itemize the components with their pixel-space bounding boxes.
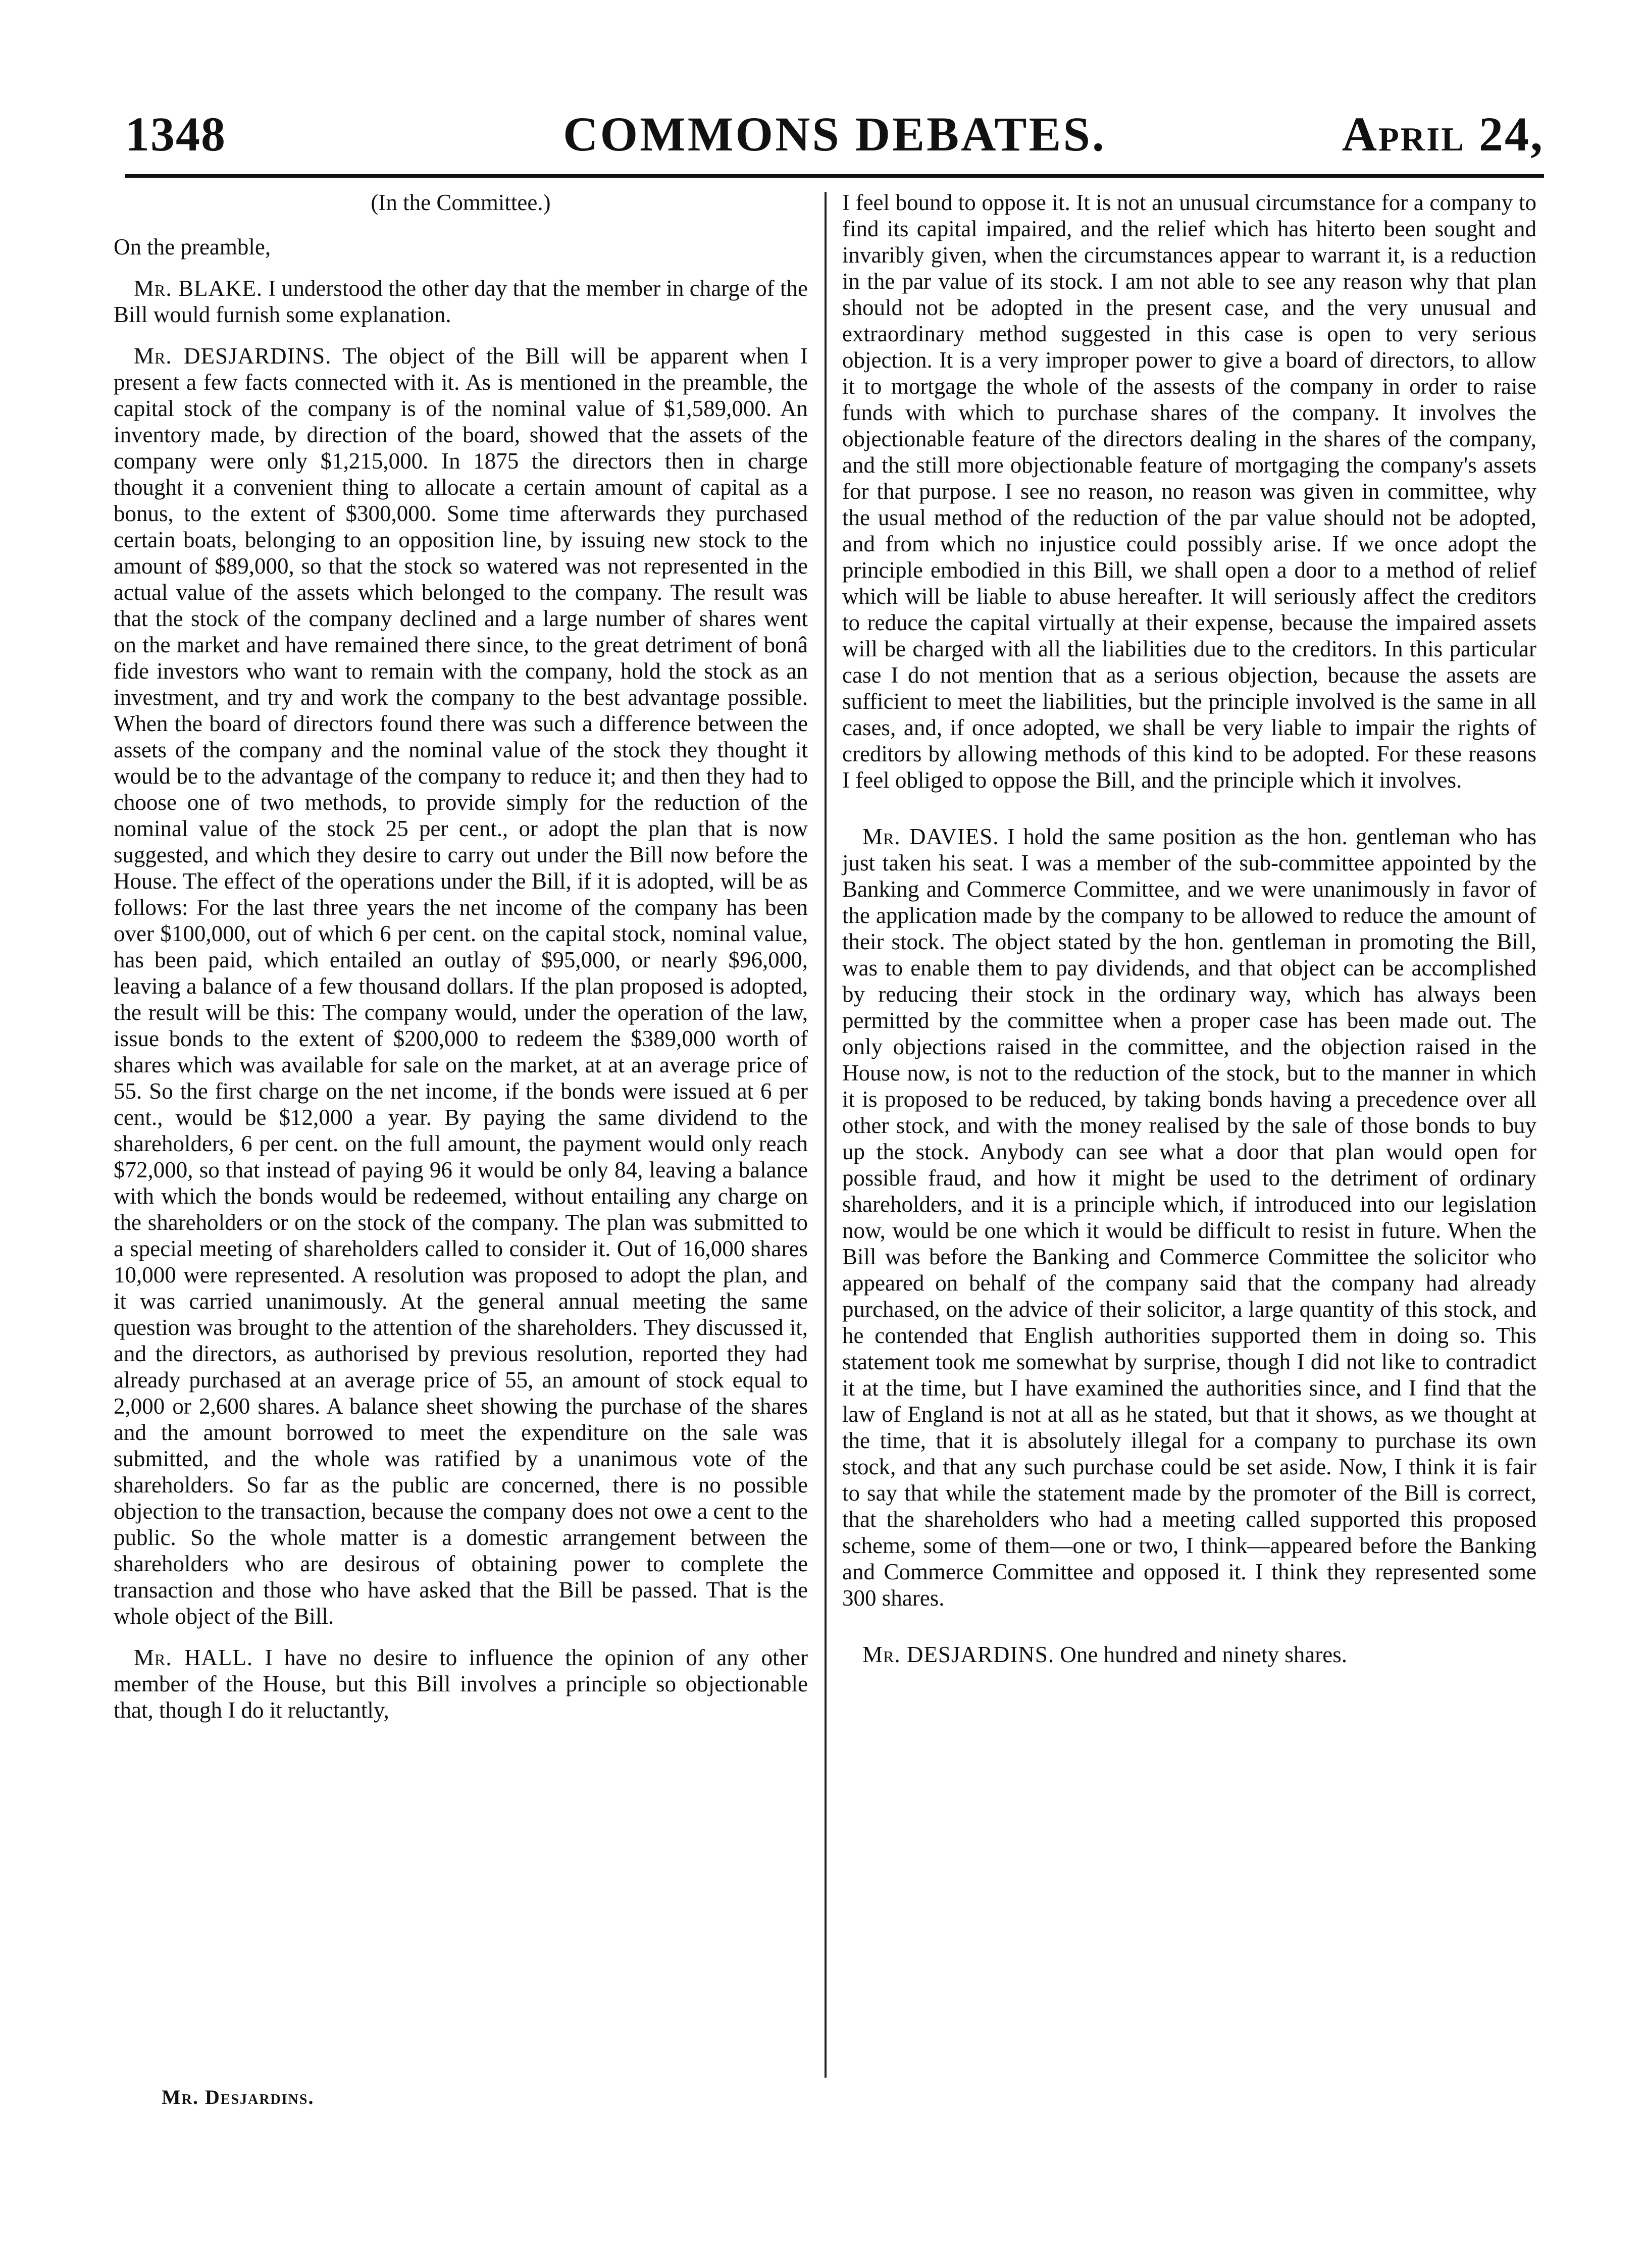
left-column [114, 189, 808, 1738]
header-rule [125, 174, 1544, 178]
catchword: Mr. Desjardins. [162, 2086, 315, 2108]
speaker-name: Mr. DAVIES. [862, 824, 999, 849]
header-date: April 24, [1342, 107, 1544, 161]
committee-note: (In the Committee.) [371, 190, 551, 215]
speech-davies [842, 823, 1536, 1611]
speech-hall-continued: I feel bound to oppose it. It is not an unusual circumstance for a company to find its capital impaired, and the relief which has hiterto been sought and invaribly given, when the circumstances appear to warrant it, is a reduction in the par value of its stock. I am not able to see any reason why that plan should not be adopted in the present case, and the very unusual and extraordinary method suggested in this case is open to very serious objection. It is a very improper power to give a board of directors, to allow it to mortgage the whole of the assests of the company in order to raise funds with which to purchase shares of the company. It involves the objectionable feature of the directors dealing in the shares of the company, and the still more objectionable feature of mortgaging the company's assets for that purpose. I see no reason, no reason was given in committee, why the usual method of the reduction of the par value should not be adopted, and from which no injustice could possibly arise. If we once adopt the principle embodied in this Bill, we shall open a door to a method of relief which will be liable to abuse hereafter. It will seriously affect the creditors to reduce the capital virtually at their expense, because the impaired assets will be charged with all the liabilities due to the creditors. In this particular case I do not mention that as a serious objection, because the assets are sufficient to meet the liabilities, but the principle involved is the same in all cases, and, if once adopted, we shall be very liable to impair the rights of creditors by allowing methods of this kind to be adopted. For these reasons I feel obliged to oppose the Bill, and the principle which it involves. [842, 190, 1536, 793]
speech-hall [114, 1644, 808, 1723]
page-header [125, 106, 1544, 172]
speech-text: One hundred and ninety shares. [1060, 1642, 1347, 1667]
running-title: COMMONS DEBATES. [563, 107, 1106, 161]
speech-text: I understood the other day that the member in charge of the Bill would furnish some explanation. [114, 276, 808, 327]
speech-desjardins [114, 343, 808, 1629]
speaker-name: Mr. BLAKE. [134, 276, 263, 301]
speech-text: I have no desire to influence the opinion of any other member of the House, but this Bill involves a principle so objectionable that, though I do it reluctantly, [114, 1645, 808, 1723]
page-number: 1348 [125, 107, 226, 161]
speech-blake [114, 275, 808, 328]
speaker-name: Mr. HALL. [134, 1645, 253, 1670]
speech-desjardins-reply [842, 1641, 1536, 1668]
preamble-line: On the preamble, [114, 234, 271, 260]
speech-text: I hold the same position as the hon. gentleman who has just taken his seat. I was a member of the sub-committee appointed by the Banking and Commerce Committee, and we were unanimously in favor of the application made by the company to be allowed to reduce the amount of their stock. The object stated by the hon. gentleman in promoting the Bill, was to enable them to pay dividends, and that object can be accomplished by reducing their stock in the ordinary way, which has always been permitted by the committee when a proper case has been made out. The only objections raised in the committee, and the objection raised in the House now, is not to the reduction of the stock, but to the manner in which it is proposed to be reduced, by taking bonds having a precedence over all other stock, and with the money realised by the sale of those bonds to buy up the stock. Anybody can see what a door that plan would open for possible fraud, and how it might be used to the detriment of ordinary shareholders, and it is a principle which, if introduced into our legislation now, would be one which it would be difficult to resist in future. When the Bill was before the Banking and Commerce Committee the solicitor who appeared on behalf of the company said that the company had already purchased, on the advice of their solicitor, a large quantity of this stock, and he contended that English authorities supported them in doing so. This statement took me somewhat by surprise, though I did not like to contradict it at the time, but I have examined the authorities since, and I find that the law of England is not at all as he stated, but that it shows, as we thought at the time, that it is absolutely illegal for a company to purchase its own stock, and that any such purchase could be set aside. Now, I think it is fair to say that while the statement made by the promoter of the Bill is correct, that the shareholders who had a meeting called supported this proposed scheme, some of them—one or two, I think—appeared before the Banking and Commerce Committee and opposed it. I think they represented some 300 shares. [842, 824, 1536, 1611]
column-divider [825, 192, 827, 2078]
speaker-name: Mr. DESJARDINS. [134, 343, 332, 369]
speech-text: The object of the Bill will be apparent when I present a few facts connected with it. As is mentioned in the preamble, the capital stock of the company is of the nominal value of $1,589,000. An inventory made, by direction of the board, showed that the assets of the company were only $1,215,000. In 1875 the directors then in charge thought it a convenient thing to allocate a certain amount of capital as a bonus, to the extent of $300,000. Some time afterwards they purchased certain boats, belonging to an opposition line, by issuing new stock to the amount of $89,000, so that the stock so watered was not represented in the actual value of the assets which belonged to the company. The result was that the stock of the company declined and a large number of shares went on the market and have remained there since, to the great detriment of bonâ fide investors who want to remain with the company, hold the stock as an investment, and try and work the company to the best advantage possible. When the board of directors found there was such a difference between the assets of the company and the nominal value of the stock they thought it would be to the advantage of the company to reduce it; and then they had to choose one of two methods, to provide simply for the reduction of the nominal value of the stock 25 per cent., or adopt the plan that is now suggested, and which they desire to carry out under the Bill now before the House. The effect of the operations under the Bill, if it is adopted, will be as follows: For the last three years the net income of the company has been over $100,000, out of which 6 per cent. on the capital stock, nominal value, has been paid, which entailed an outlay of $95,000, or nearly $96,000, leaving a balance of a few thousand dollars. If the plan proposed is adopted, the result will be this: The company would, under the operation of the law, issue bonds to the extent of $200,000 to redeem the $389,000 worth of shares which was available for sale on the market, at at an average price of 55. So the first charge on the net income, if the bonds were issued at 6 per cent., would be $12,000 a year. By paying the same dividend to the shareholders, 6 per cent. on the full amount, the payment would only reach $72,000, so that instead of paying 96 it would be only 84, leaving a balance with which the bonds would be redeemed, without entailing any charge on the shareholders or on the stock of the company. The plan was submitted to a special meeting of shareholders called to consider it. Out of 16,000 shares 10,000 were represented. A resolution was proposed to adopt the plan, and it was carried unanimously. At the general annual meeting the same question was brought to the attention of the shareholders. They discussed it, and the directors, as authorised by previous resolution, reported they had already purchased at an average price of 55, an amount of stock equal to 2,000 or 2,600 shares. A balance sheet showing the purchase of the shares and the amount borrowed to meet the expenditure on the sale was submitted, and the whole was ratified by a unanimous vote of the shareholders. So far as the public are concerned, there is no possible objection to the transaction, because the company does not owe a cent to the public. So the whole matter is a domestic arrangement between the shareholders who are desirous of obtaining power to complete the transaction and those who have asked that the Bill be passed. That is the whole object of the Bill. [114, 343, 808, 1629]
speaker-name: Mr. DESJARDINS. [862, 1642, 1055, 1667]
right-column [842, 189, 1536, 1683]
